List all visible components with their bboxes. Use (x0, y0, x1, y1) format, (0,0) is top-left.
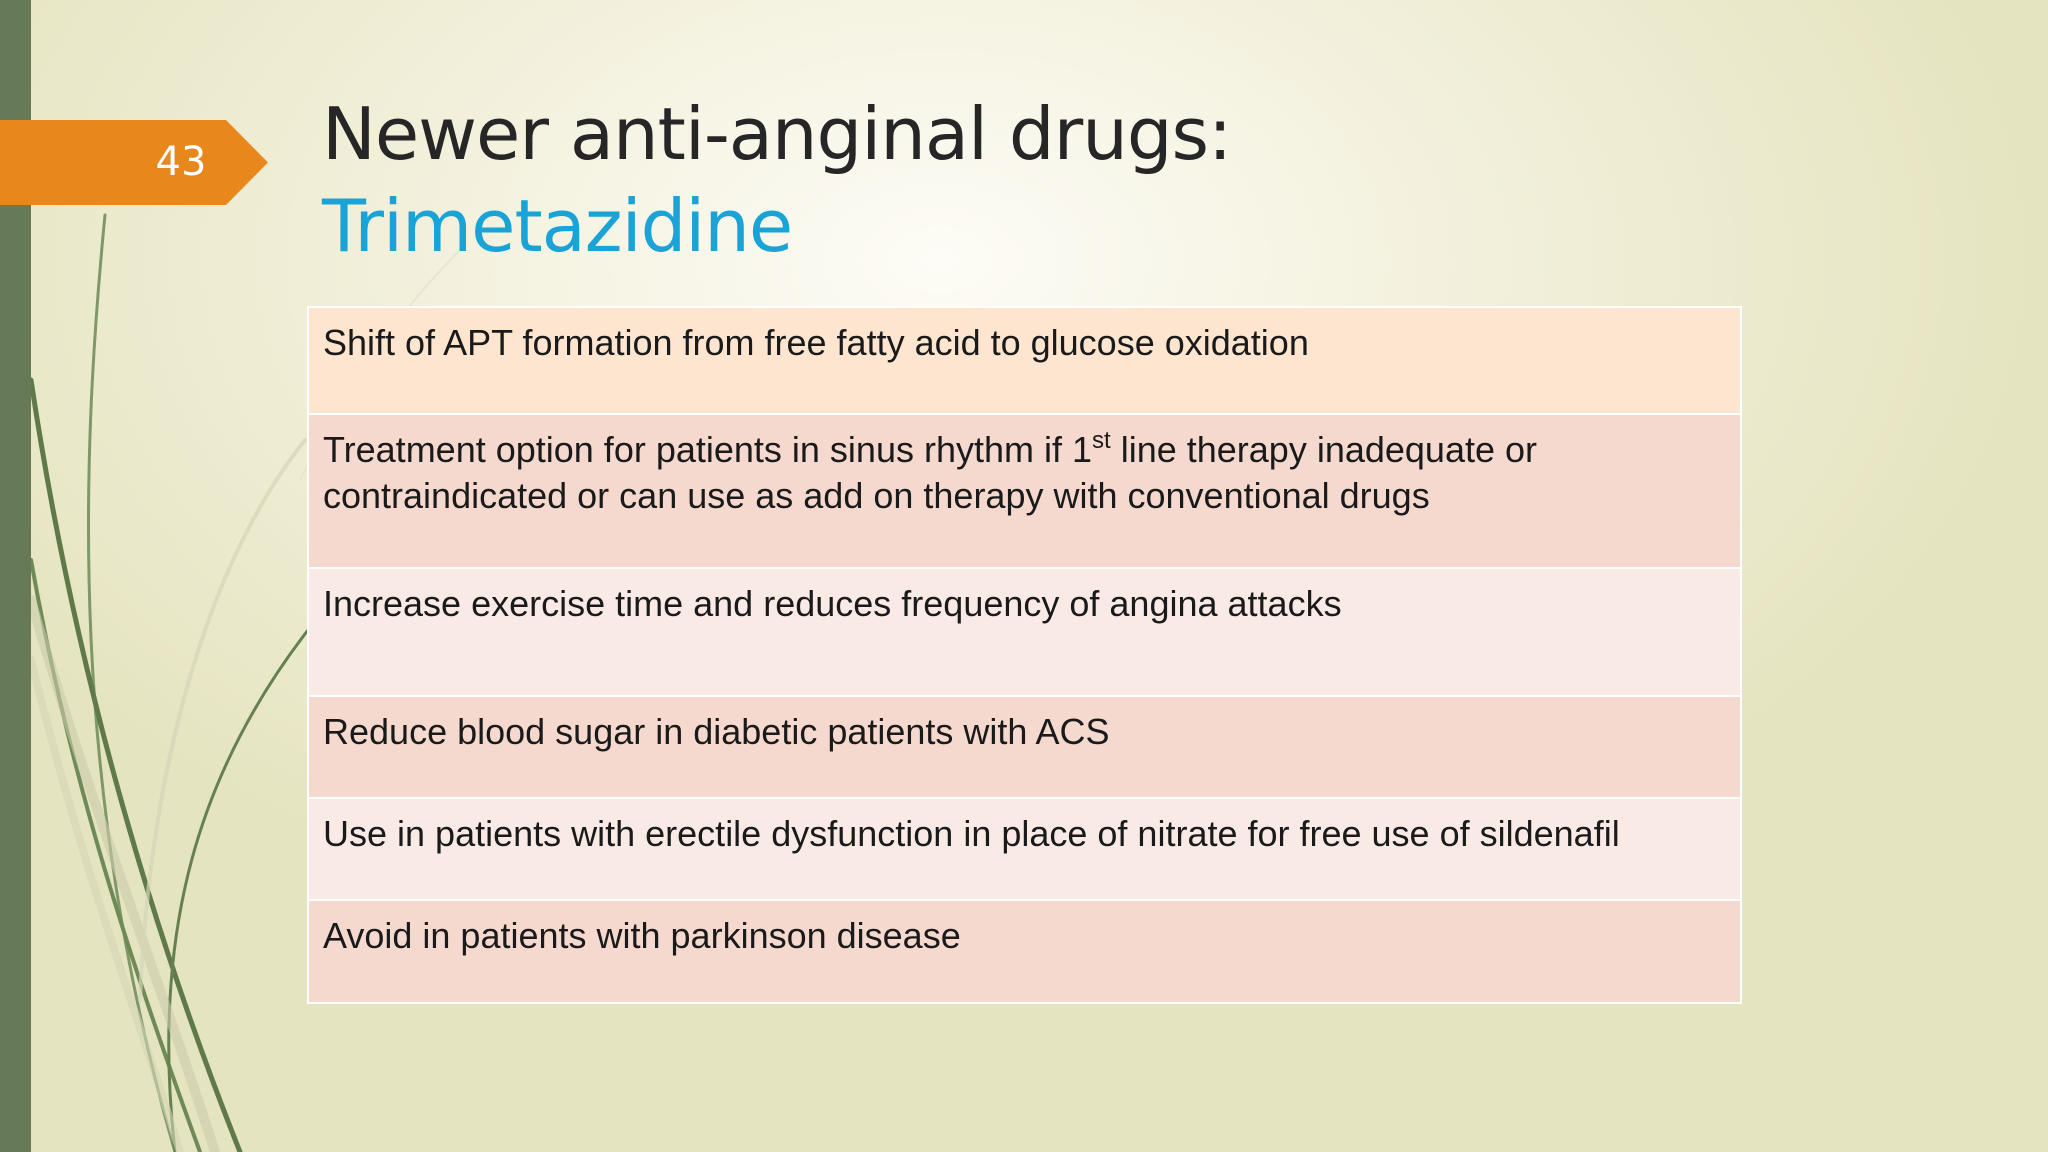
ordinal-superscript: st (1092, 427, 1111, 454)
table-row (309, 799, 1740, 901)
row-text-continued: line therapy inadequate or contraindicated or can use as add on therapy with conventional drugs (323, 429, 1538, 516)
content-table (307, 306, 1742, 1004)
row-text: Shift of APT formation from free fatty acid to glucose oxidation (323, 322, 1309, 363)
table-row (309, 569, 1740, 697)
slide-title: Newer anti-anginal drugs: (322, 92, 1232, 176)
table-row (309, 697, 1740, 799)
row-text: Reduce blood sugar in diabetic patients with ACS (323, 711, 1110, 752)
slide-subtitle: Trimetazidine (322, 184, 793, 268)
page-number: 43 (155, 139, 207, 185)
table-row (309, 308, 1740, 415)
row-text: Treatment option for patients in sinus rhythm if 1 (323, 429, 1093, 470)
row-text: Use in patients with erectile dysfunction in place of nitrate for free use of sildenafil (323, 813, 1620, 854)
row-text: Increase exercise time and reduces frequency of angina attacks (323, 583, 1342, 624)
table-row (309, 901, 1740, 1002)
table-row (309, 415, 1740, 569)
row-text: Avoid in patients with parkinson disease (323, 915, 961, 956)
